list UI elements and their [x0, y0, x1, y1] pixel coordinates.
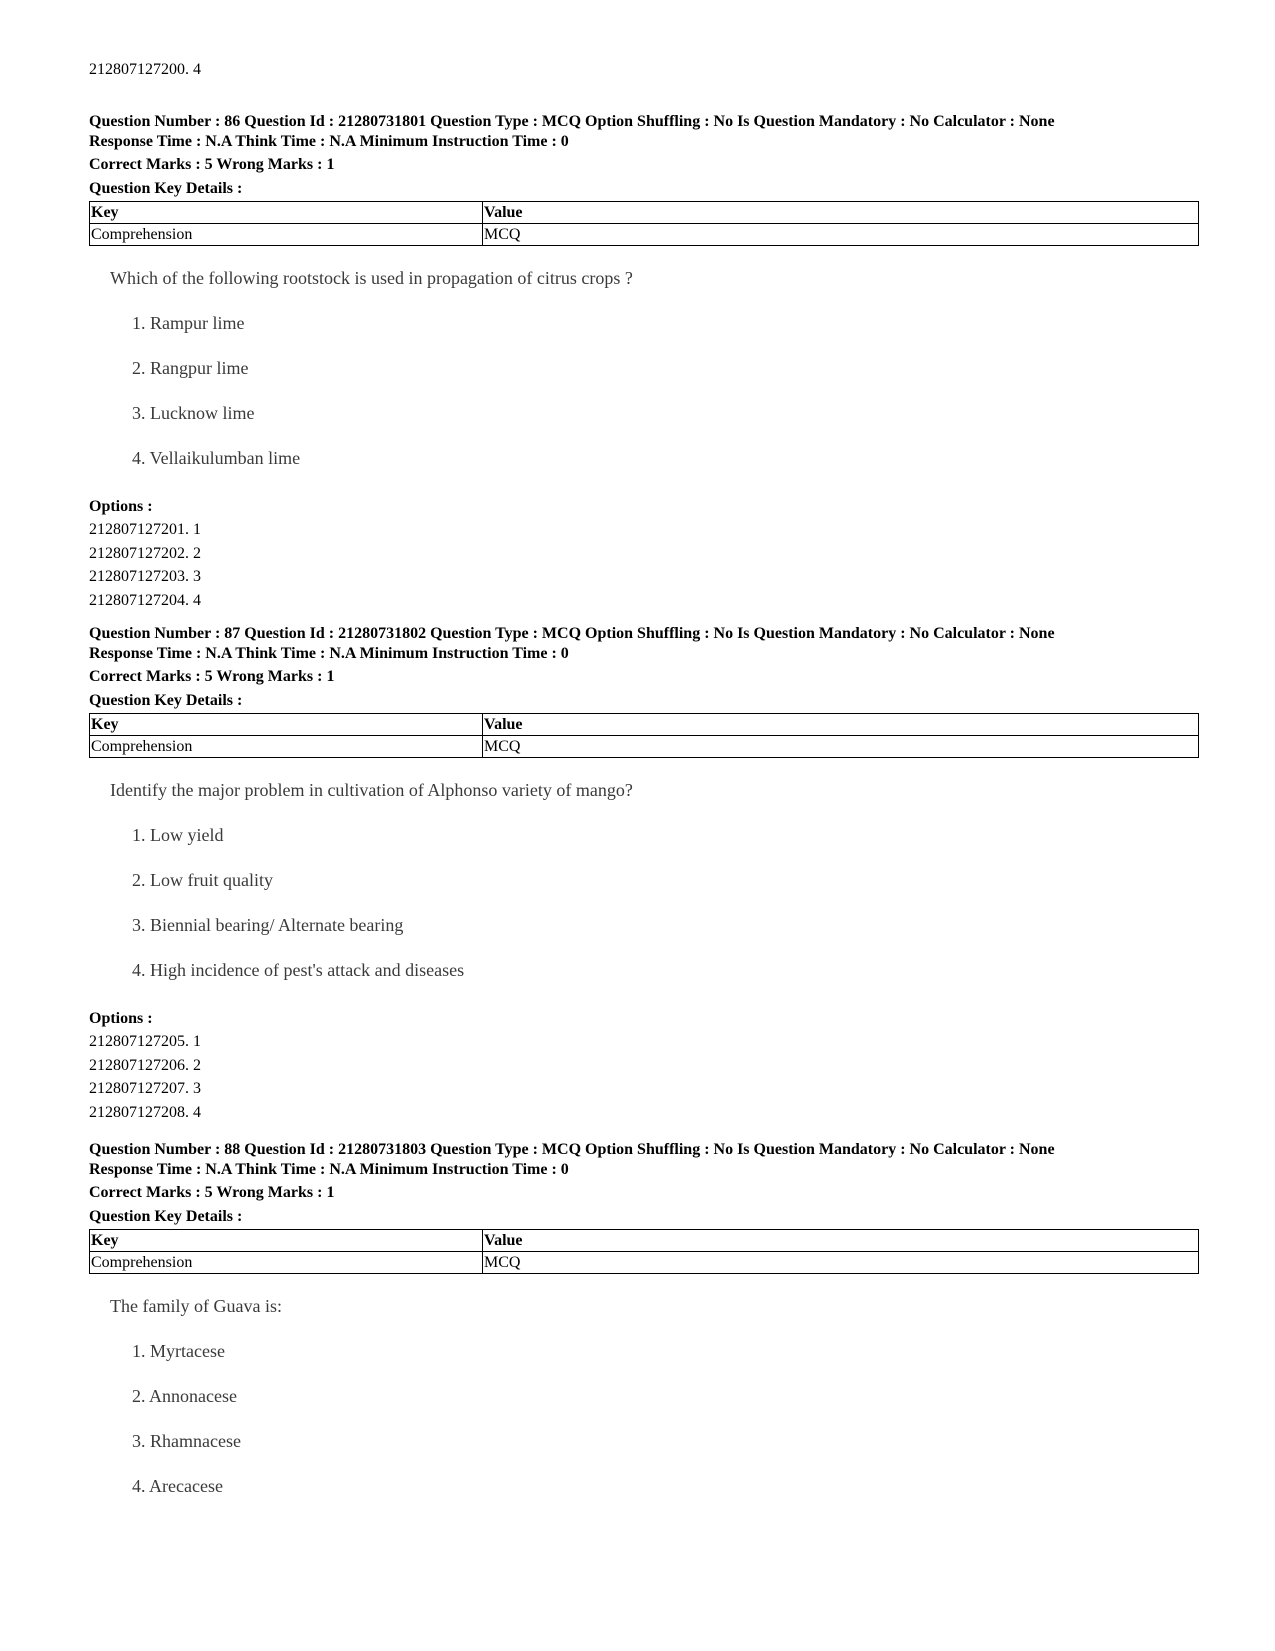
table-cell-key: Comprehension: [90, 736, 483, 758]
table-cell-value: MCQ: [483, 1252, 1199, 1274]
question-meta-line1: Question Number : 86 Question Id : 21280731801 Question Type : MCQ Option Shuffling : No Is Question Mandatory : No Calculator : None: [89, 113, 1055, 130]
previous-option-line: 212807127200. 4: [89, 61, 201, 78]
question-choice: 3. Rhamnacese: [132, 1431, 241, 1451]
question-choice: 3. Lucknow lime: [132, 403, 255, 423]
key-value-table: [89, 201, 1199, 246]
question-image: [110, 1294, 1199, 1498]
marks-line: Correct Marks : 5 Wrong Marks : 1: [89, 156, 335, 173]
table-header-key: Key: [90, 1230, 483, 1252]
key-value-table: [89, 713, 1199, 758]
option-id: 212807127202. 2: [89, 544, 201, 562]
option-id: 212807127205. 1: [89, 1033, 201, 1050]
option-id: 212807127204. 4: [89, 591, 201, 609]
option-id: 212807127206. 2: [89, 1056, 201, 1074]
question-block-88: [89, 1140, 1199, 1498]
option-id: 212807127201. 1: [89, 521, 201, 538]
question-meta-line1: Question Number : 88 Question Id : 21280731803 Question Type : MCQ Option Shuffling : No Is Question Mandatory : No Calculator : None: [89, 1141, 1055, 1158]
question-choice: 4. Arecacese: [132, 1476, 223, 1496]
options-label: Options :: [89, 498, 153, 515]
table-header-key: Key: [90, 202, 483, 224]
table-header-key: Key: [90, 714, 483, 736]
table-header-row: [90, 1230, 1199, 1252]
question-choice: 4. Vellaikulumban lime: [132, 448, 301, 468]
table-header-row: [90, 714, 1199, 736]
question-image: [110, 266, 1199, 470]
marks-line: Correct Marks : 5 Wrong Marks : 1: [89, 1184, 335, 1201]
table-row: [90, 1252, 1199, 1274]
question-choice: 1. Low yield: [132, 825, 224, 845]
question-choice: 2. Low fruit quality: [132, 870, 273, 890]
key-details-label: Question Key Details :: [89, 692, 243, 709]
question-image: [110, 778, 1199, 982]
question-meta-line2: Response Time : N.A Think Time : N.A Minimum Instruction Time : 0: [89, 133, 569, 150]
question-stem: The family of Guava is:: [110, 1296, 282, 1316]
table-row: [90, 736, 1199, 758]
marks-line: Correct Marks : 5 Wrong Marks : 1: [89, 668, 335, 685]
question-meta: [89, 624, 1199, 664]
table-header-value: Value: [483, 202, 1199, 224]
question-stem: Which of the following rootstock is used in propagation of citrus crops ?: [110, 268, 633, 288]
question-meta: [89, 1140, 1199, 1180]
option-id: 212807127203. 3: [89, 568, 201, 585]
question-choice: 1. Myrtacese: [132, 1341, 225, 1361]
options-label: Options :: [89, 1010, 153, 1027]
table-cell-value: MCQ: [483, 736, 1199, 758]
option-id: 212807127207. 3: [89, 1080, 201, 1097]
table-header-row: [90, 202, 1199, 224]
table-header-value: Value: [483, 1230, 1199, 1252]
key-details-label: Question Key Details :: [89, 180, 243, 197]
question-choice: 2. Rangpur lime: [132, 358, 249, 378]
table-row: [90, 224, 1199, 246]
question-choice: 1. Rampur lime: [132, 313, 245, 333]
table-cell-key: Comprehension: [90, 1252, 483, 1274]
question-meta-line1: Question Number : 87 Question Id : 21280731802 Question Type : MCQ Option Shuffling : No Is Question Mandatory : No Calculator : None: [89, 625, 1055, 642]
key-details-label: Question Key Details :: [89, 1208, 243, 1225]
question-choice: 3. Biennial bearing/ Alternate bearing: [132, 915, 404, 935]
question-meta-line2: Response Time : N.A Think Time : N.A Minimum Instruction Time : 0: [89, 645, 569, 662]
question-block-86: [89, 112, 1199, 612]
table-cell-key: Comprehension: [90, 224, 483, 246]
question-choice: 2. Annonacese: [132, 1386, 237, 1406]
question-meta-line2: Response Time : N.A Think Time : N.A Minimum Instruction Time : 0: [89, 1161, 569, 1178]
question-stem: Identify the major problem in cultivation of Alphonso variety of mango?: [110, 780, 633, 800]
question-meta: [89, 112, 1199, 152]
option-id: 212807127208. 4: [89, 1103, 201, 1121]
table-header-value: Value: [483, 714, 1199, 736]
key-value-table: [89, 1229, 1199, 1274]
table-cell-value: MCQ: [483, 224, 1199, 246]
question-block-87: [89, 624, 1199, 1124]
question-choice: 4. High incidence of pest's attack and diseases: [132, 960, 465, 980]
